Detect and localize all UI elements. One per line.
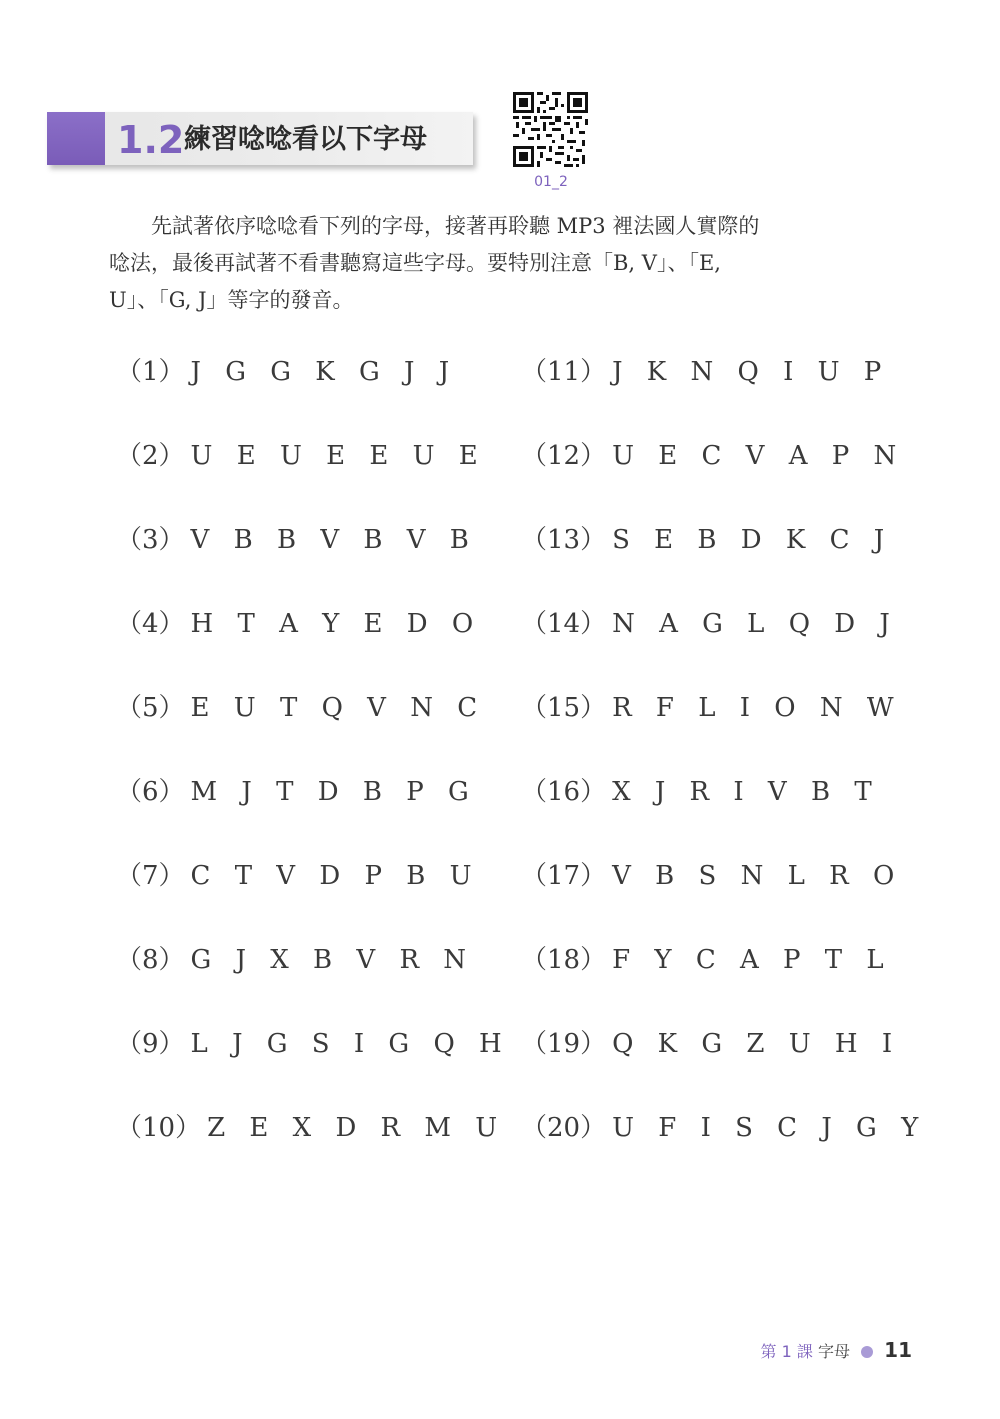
exercise-item bbox=[116, 434, 510, 518]
qr-caption: 01_2 bbox=[534, 174, 568, 190]
lesson-number: 1 bbox=[781, 1342, 792, 1361]
exercise-letters: G J X B V R N bbox=[190, 945, 475, 975]
exercise-number: （8） bbox=[116, 945, 185, 975]
intro-line-2: 唸法，最後再試著不看書聽寫這些字母。要特別注意「B, V」、「E, bbox=[109, 251, 721, 275]
exercise-number: （7） bbox=[116, 861, 185, 891]
exercise-letters: H T A Y E D O bbox=[190, 609, 482, 639]
exercise-number: （5） bbox=[116, 693, 185, 723]
exercise-letters: N A G L Q D J bbox=[612, 609, 898, 639]
exercise-letters: S E B D K C J bbox=[612, 525, 893, 555]
exercise-number: （3） bbox=[116, 525, 185, 555]
exercise-item bbox=[116, 770, 510, 854]
intro-paragraph bbox=[109, 208, 892, 319]
exercise-number: （2） bbox=[116, 441, 185, 471]
bullet-dot-icon bbox=[861, 1346, 873, 1358]
intro-line-1: 先試著依序唸唸看下列的字母，接著再聆聽 MP3 裡法國人實際的 bbox=[151, 214, 760, 238]
exercise-item bbox=[521, 434, 926, 518]
exercise-letters: J G G K G J J bbox=[190, 357, 458, 387]
exercise-letters: C T V D P B U bbox=[190, 861, 480, 891]
exercise-letters: V B B V B V B bbox=[190, 525, 477, 555]
page-footer bbox=[760, 1337, 912, 1363]
exercise-number: （17） bbox=[521, 861, 607, 891]
exercise-item bbox=[521, 770, 926, 854]
exercise-item bbox=[521, 518, 926, 602]
exercise-item bbox=[116, 854, 510, 938]
exercise-column-right bbox=[521, 350, 926, 1190]
exercise-item bbox=[116, 602, 510, 686]
exercise-number: （18） bbox=[521, 945, 607, 975]
lesson-suffix: 課 bbox=[796, 1342, 813, 1361]
lesson-prefix: 第 bbox=[760, 1342, 777, 1361]
exercise-column-left bbox=[116, 350, 510, 1190]
exercise-number: （9） bbox=[116, 1029, 185, 1059]
page-number: 11 bbox=[884, 1338, 912, 1362]
exercise-item bbox=[116, 350, 510, 434]
section-header-accent bbox=[47, 112, 105, 165]
exercise-letters: E U T Q V N C bbox=[190, 693, 486, 723]
exercise-item bbox=[116, 518, 510, 602]
exercise-number: （1） bbox=[116, 357, 185, 387]
exercise-number: （16） bbox=[521, 777, 607, 807]
exercise-number: （20） bbox=[521, 1113, 607, 1143]
exercise-letters: Q K G Z U H I bbox=[612, 1029, 901, 1059]
exercise-item bbox=[521, 1106, 926, 1190]
exercise-item bbox=[116, 1022, 510, 1106]
exercise-item bbox=[116, 1106, 510, 1190]
exercise-item bbox=[521, 938, 926, 1022]
exercise-letters: V B S N L R O bbox=[612, 861, 903, 891]
exercise-letters: Z E X D R M U bbox=[207, 1113, 506, 1143]
exercise-item bbox=[521, 854, 926, 938]
exercise-number: （14） bbox=[521, 609, 607, 639]
qr-code-icon[interactable] bbox=[513, 92, 588, 167]
lesson-title: 字母 bbox=[817, 1342, 850, 1361]
exercise-letters: M J T D B P G bbox=[190, 777, 477, 807]
exercise-item bbox=[116, 938, 510, 1022]
exercise-number: （12） bbox=[521, 441, 607, 471]
exercise-number: （15） bbox=[521, 693, 607, 723]
exercise-letters: F Y C A P T L bbox=[612, 945, 892, 975]
intro-line-3: U」、「G, J」等字的發音。 bbox=[109, 288, 354, 312]
exercise-item bbox=[521, 602, 926, 686]
exercise-number: （4） bbox=[116, 609, 185, 639]
exercise-item bbox=[521, 350, 926, 434]
section-number: 1.2 bbox=[117, 118, 185, 162]
exercise-letters: U E U E E U E bbox=[190, 441, 486, 471]
section-title: 練習唸唸看以下字母 bbox=[184, 124, 427, 155]
exercise-number: （11） bbox=[521, 357, 607, 387]
exercise-number: （19） bbox=[521, 1029, 607, 1059]
exercise-letters: U F I S C J G Y bbox=[612, 1113, 927, 1143]
exercise-item bbox=[521, 686, 926, 770]
exercise-number: （10） bbox=[116, 1113, 202, 1143]
exercise-letters: R F L I O N W bbox=[612, 693, 902, 723]
exercise-letters: L J G S I G Q H bbox=[190, 1029, 510, 1059]
exercise-item bbox=[521, 1022, 926, 1106]
exercise-item bbox=[116, 686, 510, 770]
exercise-number: （13） bbox=[521, 525, 607, 555]
exercise-letters: U E C V A P N bbox=[612, 441, 905, 471]
exercise-letters: J K N Q I U P bbox=[612, 357, 890, 387]
exercise-number: （6） bbox=[116, 777, 185, 807]
exercise-letters: X J R I V B T bbox=[612, 777, 880, 807]
